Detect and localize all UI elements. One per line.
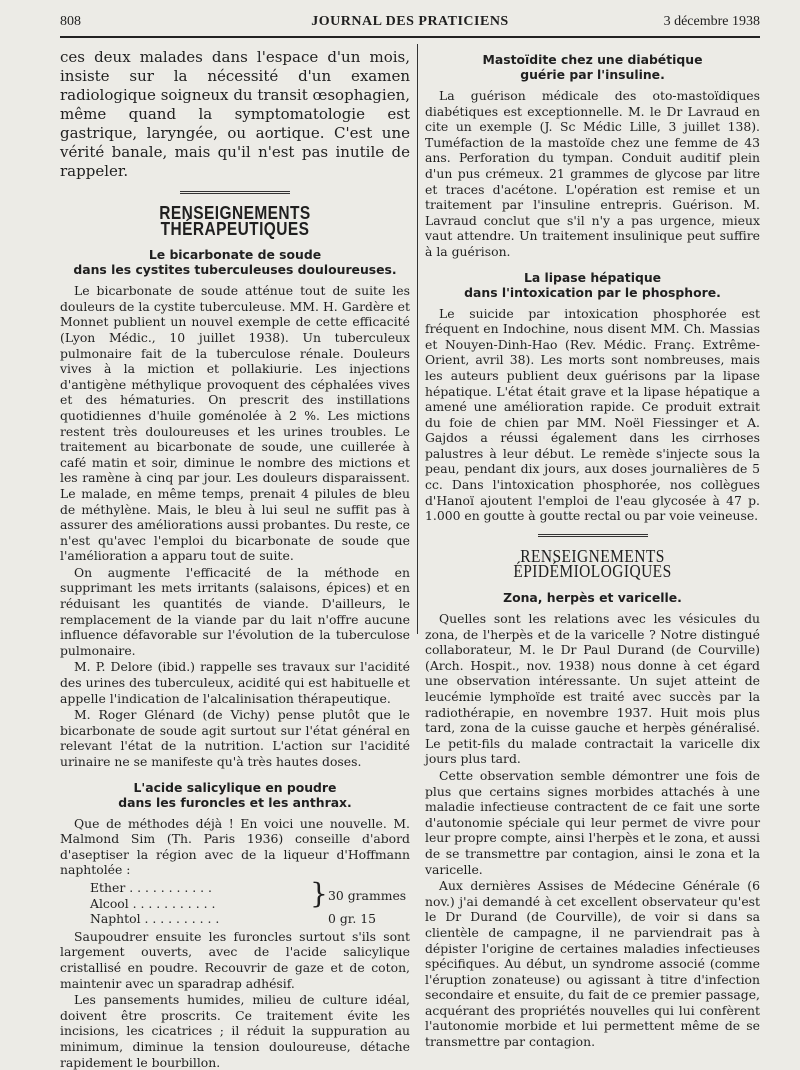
article-paragraph: Le suicide par intoxication phosphorée est fréquent en Indochine, nous disent MM. Ch. Massias et Nouyen-Dinh-Hao (Rev. Médic. Franç. Extrême-Orient, avril 38). Les morts sont nombreuses, mais les auteurs publient deux guérisons par la lipase hépatique. L'état était grave et la lipase hépatique a amené une amélioration rapide. Ce produit extrait du foie de chien par MM. Noël Fiessinger et A. Gajdos a réussi également dans les cirrhoses palustres à leur début. Le remède s'injecte sous la peau, pendant dix jours, aux doses journalières de 5 cc. Dans l'intoxication phosphorée, nos collègues d'Hanoï ajoutent l'emploi de l'eau glycosée à 47 p. 1.000 en goutte à goutte rectal ou par voie veineuse. [425, 305, 760, 524]
page-number: 808 [60, 14, 81, 29]
article-title-zona: Zona, herpès et varicelle. [503, 590, 682, 606]
brace-glyph: } [310, 876, 328, 910]
article-title-bicarbonate: Le bicarbonate de soude dans les cystites tuberculeuses douloureuses. [73, 247, 397, 278]
article-title-mastoidite: Mastoïdite chez une diabétique guérie par l'insuline. [482, 52, 703, 82]
left-column [60, 48, 410, 1070]
article-paragraph: Le bicarbonate de soude atténue tout de suite les douleurs de la cystite tuberculeuse. MM. H. Gardère et Monnet publient un nouvel exemple de cette efficacité (Lyon Médic., 10 juillet 1938). Un tuberculeux pulmonaire fait de la tuberculose rénale. Douleurs vives à la miction et pollakiurie. Les injections d'antigène méthylique provoquent des céphalées vives et des hématuries. On prescrit des instillations quotidiennes d'huile goménolée à 2 %. Les mictions restent très douloureuses et les urines troubles. Le traitement au bicarbonate de soude, une cuillerée à café matin et soir, diminue le nombre des mictions et les ramène à cinq par jour. Les douleurs disparaissent. Le malade, en même temps, prenait 4 pilules de bleu de méthylène. Mais, le bleu à lui seul ne suffit pas à assurer des améliorations aussi probantes. Du reste, ce n'est qu'avec l'emploi du bicarbonate de soude que l'amélioration a apparu tout de suite. [60, 283, 410, 564]
section-separator [180, 191, 290, 196]
recipe-ether: Ether . . . . . . . . . . . [90, 879, 212, 895]
article-title-acide-salicylique: L'acide salicylique en poudre dans les furoncles et les anthrax. [118, 779, 352, 810]
article-title-lipase: La lipase hépatique dans l'intoxication par le phosphore. [464, 269, 721, 300]
article-paragraph: Quelles sont les relations avec les vésicules du zona, de l'herpès et de la varicelle ? Notre distingué collaborateur, M. le Dr Paul Durand (de Courville) (Arch. Hospit., nov. 1938) nous donne à cet égard une observation intéressante. Un sujet atteint de leucémie lymphoïde est traité avec succès par la radiothérapie, en novembre 1937. Huit mois plus tard, zona de la cuisse gauche et herpès généralisé. Le petit-fils du malade contractait la varicelle dix jours plus tard. [425, 611, 760, 767]
article-paragraph: M. Roger Glénard (de Vichy) pense plutôt que le bicarbonate de soude agit surtout sur l'état général en relevant l'état de la nutrition. L'action sur l'acidité urinaire ne se manifeste qu'à très hautes doses. [60, 707, 410, 769]
intro-paragraph: ces deux malades dans l'espace d'un mois, insiste sur la nécessité d'un examen radiologique soigneux du transit œsophagien, même quand la symptomatologie est gastrique, laryngée, ou aortique. C'est une vérité banale, mais qu'il n'est pas inutile de rappeler. [60, 48, 410, 180]
article-paragraph: On augmente l'efficacité de la méthode en supprimant les mets irritants (salaisons, épices) et en réduisant les quantités de viande. D'ailleurs, le remplacement de la viande par du lait n'offre aucune influence défavorable sur l'évolution de la tuberculose pulmonaire. [60, 564, 410, 658]
issue-date: 3 décembre 1938 [663, 14, 760, 29]
page-header [60, 14, 760, 38]
journal-name: JOURNAL DES PRATICIENS [311, 14, 509, 29]
recipe-naphtol: Naphtol . . . . . . . . . . [90, 911, 220, 927]
article-paragraph: La guérison médicale des oto-mastoïdiques diabétiques est exceptionnelle. M. le Dr Lavraud en cite un exemple (J. Sc Médic Lille, 3 juillet 138). Tuméfaction de la mastoïde chez une femme de 43 ans. Perforation du tympan. Conduit auditif plein d'un pus crémeux. 21 grammes de glycose par litre et traces d'acétone. L'opération est remise et un traitement par l'insuline entrepris. Guérison. M. Lavraud conclut que s'il n'y a pas urgence, mieux vaut attendre. Un traitement insulinique peut suffire à la guérison. [425, 88, 760, 259]
article-paragraph: Saupoudrer ensuite les furoncles surtout s'ils sont largement ouverts, avec de l'acide salicylique cristallisé en poudre. Recouvrir de gaze et de coton, maintenir avec un sparadrap adhésif. [60, 928, 410, 991]
right-column [425, 48, 760, 1050]
article-paragraph: Les pansements humides, milieu de culture idéal, doivent être proscrits. Ce traitement évite les incisions, les cicatrices ; il réduit la suppuration au minimum, diminue la tension douloureuse, détache rapidement le bourbillon. [60, 992, 410, 1070]
section-title-therapeutiques: RENSEIGNEMENTS THÉRAPEUTIQUES [159, 203, 311, 239]
article-paragraph: M. P. Delore (ibid.) rappelle ses travaux sur l'acidité des urines des tuberculeux, acidité qui est habituelle et appelle l'indication de l'alcalinisation thérapeutique. [60, 659, 410, 706]
recipe-qty: 30 grammes [328, 887, 407, 903]
recipe-alcool: Alcool . . . . . . . . . . . [90, 895, 216, 911]
article-paragraph: Que de méthodes déjà ! En voici une nouvelle. M. Malmond Sim (Th. Paris 1936) conseille d'abord d'aseptiser la région avec de la liqueur d'Hoffmann naphtolée : [60, 815, 410, 878]
column-divider [417, 44, 418, 634]
section-title-epidemiologiques: RENSEIGNEMENTS ÉPIDÉMIOLOGIQUES [513, 545, 672, 582]
recipe-block [60, 876, 410, 927]
recipe-naphtol-qty: 0 gr. 15 [328, 911, 376, 927]
article-paragraph: Cette observation semble démontrer une fois de plus que certains signes morbides attachés à une maladie infectieuse contractent de ce fait une sorte d'autonomie spéciale qui leur permet de vivre pour leur propre compte, ainsi l'herpès et le zona, et aussi de se transmettre par contagion, ainsi le zona et la varicelle. [425, 767, 760, 877]
article-paragraph: Aux dernières Assises de Médecine Générale (6 nov.) j'ai demandé à cet excellent observateur qu'est le Dr Durand (de Courville), de voir si dans sa clientèle de campagne, il ne parviendrait pas à dépister l'origine de certaines maladies infectieuses spécifiques. Au début, un syndrome associé (comme l'éruption zonateuse) ou agissant à titre d'infection secondaire et ensuite, du fait de ce premier passage, acquérant des propriétés nouvelles qui lui confèrent l'autonomie morbide et lui permettent même de se transmettre par contagion. [425, 878, 760, 1050]
section-separator [538, 534, 648, 539]
